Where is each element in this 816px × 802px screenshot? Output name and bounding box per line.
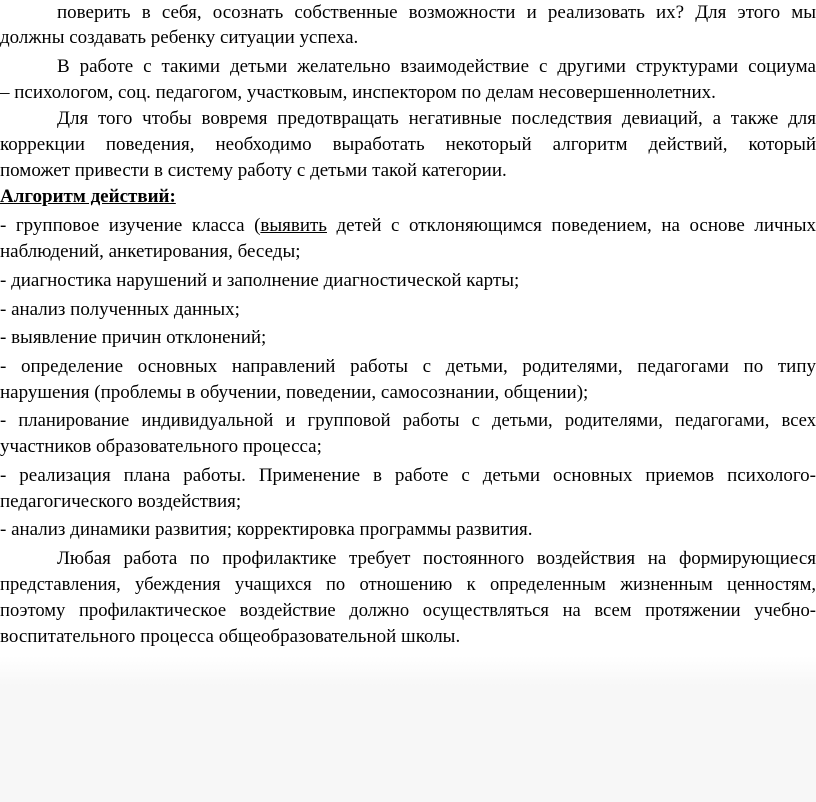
- text-line: коррекции поведения, необходимо выработать некоторый алгоритм действий, который: [0, 134, 816, 155]
- text-line: - определение основных направлений работы с детьми, родителями, педагогами по типу: [0, 356, 816, 377]
- list-item-continuation: [0, 239, 816, 265]
- list-item: [0, 213, 816, 239]
- text-line: Для того чтобы вовремя предотвращать негативные последствия девиаций, а также для: [57, 108, 816, 129]
- text-fragment: детей с отклоняющимся поведением, на основе личных: [326, 215, 816, 236]
- paragraph-line: [0, 598, 816, 624]
- list-item: [0, 517, 816, 543]
- text-line: нарушения (проблемы в обучении, поведении, самосознании, общении);: [0, 382, 589, 403]
- text-line: поверить в себя, осознать собственные возможности и реализовать их? Для этого мы: [57, 2, 816, 23]
- paragraph-line: [0, 158, 816, 184]
- paragraph-line: [57, 546, 816, 572]
- text-line: поможет привести в систему работу с детьми такой категории.: [0, 160, 507, 181]
- paragraph-line: [0, 25, 816, 51]
- text-line: - выявление причин отклонений;: [0, 327, 267, 348]
- list-item: [0, 354, 816, 380]
- text-line: - анализ динамики развития; корректировка программы развития.: [0, 519, 533, 540]
- list-item: [0, 325, 816, 351]
- text-line: - анализ полученных данных;: [0, 299, 240, 320]
- text-line: Любая работа по профилактике требует постоянного воздействия на формирующиеся: [57, 548, 816, 569]
- text-line: В работе с такими детьми желательно взаимодействие с другими структурами социума: [57, 56, 816, 77]
- paragraph-line: [0, 572, 816, 598]
- list-item: [0, 268, 816, 294]
- list-item-continuation: [0, 434, 816, 460]
- section-heading: [0, 184, 816, 210]
- text-fragment: - групповое изучение класса (: [0, 215, 261, 236]
- list-item: [0, 408, 816, 434]
- paragraph-line: [57, 54, 816, 80]
- paragraph-line: [0, 132, 816, 158]
- text-line: воспитательного процесса общеобразовательной школы.: [0, 626, 461, 647]
- text-line: поэтому профилактическое воздействие должно осуществляться на всем протяжении учебно-: [0, 600, 816, 621]
- paragraph-line: [0, 80, 816, 106]
- text-line: - реализация плана работы. Применение в работе с детьми основных приемов психолого-: [0, 465, 816, 486]
- paragraph-line: [57, 106, 816, 132]
- text-line: - планирование индивидуальной и групповой работы с детьми, родителями, педагогами, всех: [0, 410, 816, 431]
- heading-text: Алгоритм действий:: [0, 186, 176, 207]
- paragraph-line: [0, 624, 816, 650]
- list-item-continuation: [0, 380, 816, 406]
- page-bottom-fade: [0, 656, 816, 686]
- text-line: наблюдений, анкетирования, беседы;: [0, 241, 301, 262]
- list-item: [0, 297, 816, 323]
- text-line: - диагностика нарушений и заполнение диагностической карты;: [0, 270, 520, 291]
- underlined-word: выявить: [260, 215, 327, 236]
- list-item-continuation: [0, 489, 816, 515]
- list-item-text: [0, 213, 816, 239]
- text-line: представления, убеждения учащихся по отношению к определенным жизненным ценностям,: [0, 574, 816, 595]
- text-line: – психологом, соц. педагогом, участковым, инспектором по делам несовершеннолетних.: [0, 82, 716, 103]
- text-line: педагогического воздействия;: [0, 491, 242, 512]
- text-line: участников образовательного процесса;: [0, 436, 322, 457]
- text-line: должны создавать ребенку ситуации успеха.: [0, 27, 359, 48]
- list-item: [0, 463, 816, 489]
- paragraph-line: [57, 0, 816, 26]
